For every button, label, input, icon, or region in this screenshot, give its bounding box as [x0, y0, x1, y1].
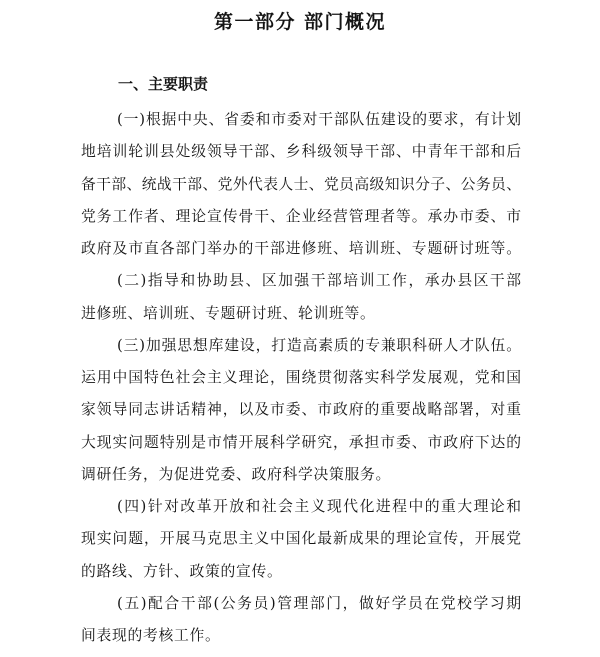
section-heading: 一、主要职责 — [118, 75, 209, 93]
paragraph-1-line: (一)根据中央、省委和市委对干部队伍建设的要求，有计划 — [117, 111, 521, 128]
paragraph-2-line: 进修班、培训班、专题研讨班、轮训班等。 — [81, 304, 376, 322]
paragraph-2 — [81, 265, 521, 330]
paragraph-3-line: 调研任务，为促进党委、政府科学决策服务。 — [81, 465, 391, 483]
paragraph-4-line: (四)针对改革开放和社会主义现代化进程中的重大理论和 — [117, 498, 521, 515]
paragraph-4-line: 的路线、方针、政策的宣传。 — [81, 562, 283, 580]
paragraph-1 — [81, 104, 521, 265]
paragraph-3-line: (三)加强思想库建设，打造高素质的专兼职科研人才队伍。 — [117, 336, 521, 354]
paragraph-1-line: 备干部、统战干部、党外代表人士、党员高级知识分子、公务员、 — [81, 175, 521, 193]
paragraph-4 — [81, 491, 521, 588]
paragraph-5 — [81, 588, 521, 653]
page-title: 第一部分 部门概况 — [213, 11, 387, 33]
paragraph-2-line: (二)指导和协助县、区加强干部培训工作，承办县区干部 — [117, 272, 521, 290]
paragraph-1-line: 政府及市直各部门举办的干部进修班、培训班、专题研讨班等。 — [81, 240, 521, 257]
paragraph-5-line: (五)配合干部(公务员)管理部门，做好学员在党校学习期 — [117, 594, 521, 612]
paragraph-3-line: 大现实问题特别是市情开展科学研究，承担市委、市政府下达的 — [81, 433, 521, 451]
paragraph-3 — [81, 330, 521, 491]
paragraph-1-line: 党务工作者、理论宣传骨干、企业经营管理者等。承办市委、市 — [81, 207, 521, 225]
paragraph-5-line: 间表现的考核工作。 — [81, 627, 221, 644]
paragraph-3-line: 家领导同志讲话精神，以及市委、市政府的重要战略部署，对重 — [81, 401, 521, 419]
paragraph-1-line: 地培训轮训县处级领导干部、乡科级领导干部、中青年干部和后 — [81, 143, 521, 161]
section-body — [81, 104, 521, 652]
paragraph-3-line: 运用中国特色社会主义理论，围绕贯彻落实科学发展观，党和国 — [81, 369, 521, 386]
paragraph-4-line: 现实问题，开展马克思主义中国化最新成果的理论宣传，开展党 — [81, 530, 521, 548]
